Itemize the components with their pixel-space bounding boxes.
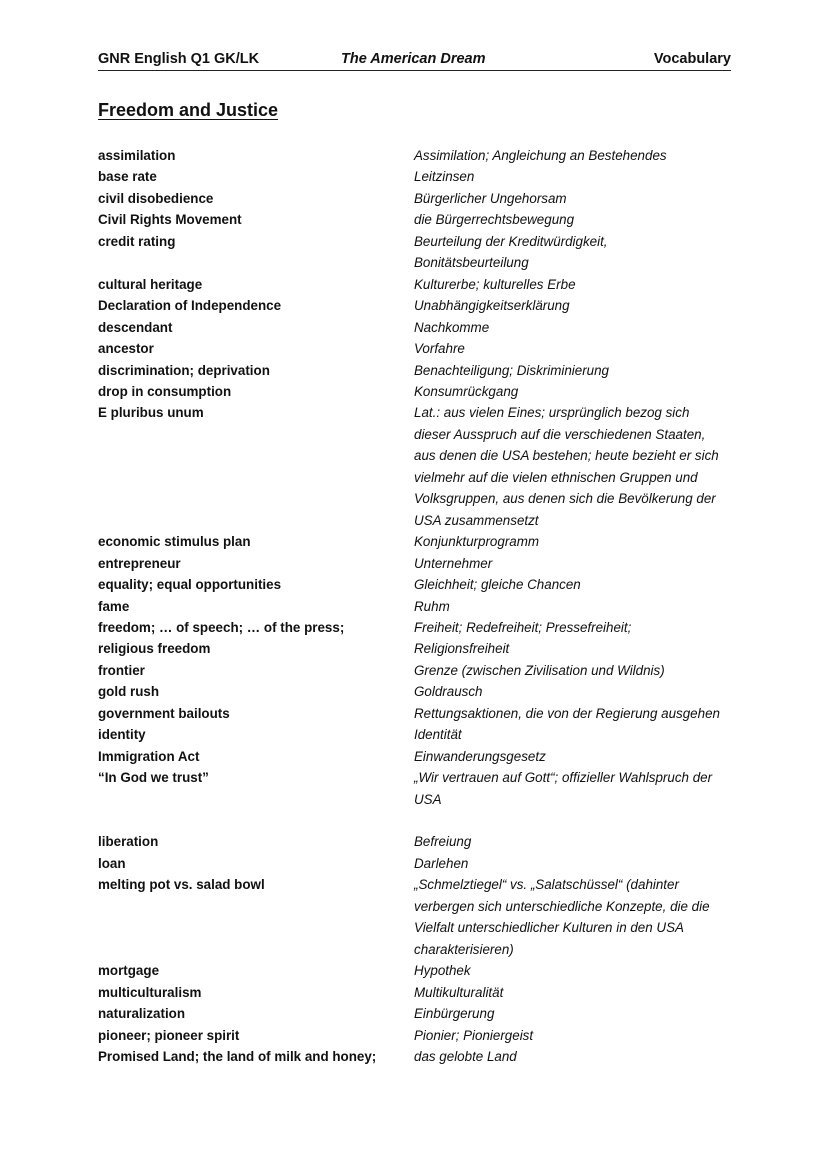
- vocab-term: “In God we trust”: [98, 770, 209, 786]
- vocab-translation: Konsumrückgang: [414, 383, 519, 399]
- vocab-term: gold rush: [98, 684, 159, 700]
- vocab-entry: [98, 1025, 738, 1046]
- vocab-entry: [98, 209, 738, 230]
- course-label: GNR English Q1 GK/LK: [98, 51, 260, 67]
- vocab-term: Immigration Act: [98, 748, 200, 764]
- vocab-entry: [98, 145, 738, 166]
- vocab-term: cultural heritage: [98, 276, 203, 292]
- vocab-entry: [98, 381, 738, 402]
- vocab-term: religious freedom: [98, 641, 211, 657]
- vocab-term: drop in consumption: [98, 383, 232, 399]
- vocab-term: Civil Rights Movement: [98, 212, 242, 228]
- vocab-entry: [98, 553, 738, 574]
- vocab-translation: Nachkomme: [414, 319, 490, 335]
- vocab-term: ancestor: [98, 341, 154, 357]
- vocab-term: assimilation: [98, 148, 176, 163]
- vocab-term: discrimination; deprivation: [98, 362, 270, 378]
- vocab-entry: [98, 317, 738, 338]
- vocab-term: identity: [98, 727, 146, 743]
- vocab-translation: Darlehen: [414, 855, 469, 871]
- vocab-term: freedom; … of speech; … of the press;: [98, 619, 345, 635]
- vocab-translation: Kulturerbe; kulturelles Erbe: [414, 276, 576, 292]
- vocab-entry: [98, 188, 738, 209]
- vocab-entry: [98, 746, 738, 767]
- vocab-term: E pluribus unum: [98, 405, 204, 421]
- vocab-translation: Vorfahre: [414, 341, 465, 357]
- vocab-translation: Befreiung: [414, 834, 472, 850]
- vocab-entry: [98, 274, 738, 295]
- vocab-entry: [98, 166, 738, 187]
- vocab-term: economic stimulus plan: [98, 534, 251, 550]
- vocab-term: melting pot vs. salad bowl: [98, 877, 265, 893]
- vocab-translation: das gelobte Land: [414, 1049, 517, 1065]
- document-type-label: Vocabulary: [653, 51, 731, 67]
- vocab-translation: Pionier; Pioniergeist: [414, 1027, 534, 1043]
- vocab-translation: Freiheit; Redefreiheit; Pressefreiheit;: [414, 619, 632, 635]
- vocab-entry: [98, 338, 738, 359]
- vocab-translation: die Bürgerrechtsbewegung: [414, 212, 575, 228]
- vocab-entry: [98, 596, 738, 617]
- vocab-entry: [98, 231, 738, 274]
- vocab-entry: [98, 360, 738, 381]
- vocab-term: naturalization: [98, 1006, 186, 1022]
- vocab-entry: [98, 982, 738, 1003]
- vocab-entry: [98, 617, 738, 638]
- vocab-entry: [98, 295, 738, 316]
- vocab-translation: Unabhängigkeitserklärung: [414, 298, 570, 314]
- vocab-term: liberation: [98, 834, 159, 850]
- vocab-term: entrepreneur: [98, 555, 181, 571]
- vocabulary-list: [98, 145, 738, 1067]
- vocab-entry: [98, 1046, 738, 1067]
- vocab-entry: [98, 402, 738, 531]
- vocab-translation: „Schmelztiegel“ vs. „Salatschüssel“ (dahinter verbergen sich unterschiedliche Konzepte, die die Vielfalt unterschiedlicher Kulturen in den USA charakterisieren): [414, 877, 710, 957]
- vocab-entry: [98, 531, 738, 552]
- vocab-entry: [98, 831, 738, 852]
- vocab-translation: Hypothek: [414, 963, 471, 979]
- vocab-term: government bailouts: [98, 705, 230, 721]
- vocab-translation: Lat.: aus vielen Eines; ursprünglich bezog sich dieser Ausspruch auf die verschiedenen Staaten, aus denen die USA bestehen; heute bezieht er sich vielmehr auf die vielen ethnischen Gruppen und Volksgruppen, aus denen sich die Bevölkerung der USA zusammensetzt: [414, 405, 719, 528]
- vocab-translation: Leitzinsen: [414, 169, 475, 185]
- vocab-entry: [98, 767, 738, 810]
- vocab-translation: Beurteilung der Kreditwürdigkeit, Bonitätsbeurteilung: [414, 233, 608, 271]
- vocab-translation: Religionsfreiheit: [414, 641, 510, 657]
- vocab-term: credit rating: [98, 233, 176, 249]
- vocab-entry: [98, 853, 738, 874]
- vocab-translation: Einwanderungsgesetz: [414, 748, 546, 764]
- vocab-term: frontier: [98, 662, 145, 678]
- vocab-entry: [98, 1003, 738, 1024]
- vocab-term: base rate: [98, 169, 157, 185]
- vocab-entry: [98, 960, 738, 981]
- vocab-term: loan: [98, 855, 126, 871]
- vocab-entry: [98, 874, 738, 960]
- vocab-translation: Multikulturalität: [414, 984, 504, 1000]
- vocab-translation: Grenze (zwischen Zivilisation und Wildnis): [414, 662, 665, 678]
- vocab-term: fame: [98, 598, 130, 614]
- vocab-term: multiculturalism: [98, 984, 202, 1000]
- vocab-term: pioneer; pioneer spirit: [98, 1027, 240, 1043]
- vocab-translation: „Wir vertrauen auf Gott“; offizieller Wahlspruch der USA: [414, 770, 713, 807]
- vocab-translation: Goldrausch: [414, 684, 483, 700]
- vocab-translation: Ruhm: [414, 598, 450, 614]
- vocab-term: equality; equal opportunities: [98, 577, 282, 593]
- vocab-entry: [98, 660, 738, 681]
- vocab-term: descendant: [98, 319, 173, 335]
- vocab-translation: Einbürgerung: [414, 1006, 495, 1022]
- page-header: [98, 50, 731, 71]
- vocab-translation: Benachteiligung; Diskriminierung: [414, 362, 610, 378]
- vocab-term: Declaration of Independence: [98, 298, 282, 314]
- vocab-translation: Gleichheit; gleiche Chancen: [414, 577, 581, 593]
- vocab-entry: [98, 574, 738, 595]
- vocab-translation: Identität: [414, 727, 462, 743]
- vocab-entry: [98, 638, 738, 659]
- vocab-entry: [98, 724, 738, 745]
- vocab-term: mortgage: [98, 963, 160, 979]
- vocab-term: civil disobedience: [98, 190, 214, 206]
- section-title: Freedom and Justice: [98, 100, 279, 120]
- vocab-entry: [98, 703, 738, 724]
- vocab-translation: Unternehmer: [414, 555, 493, 571]
- vocab-translation: Assimilation; Angleichung an Bestehendes: [414, 148, 667, 163]
- topic-title: The American Dream: [341, 51, 486, 67]
- vocab-term: Promised Land; the land of milk and honey;: [98, 1049, 377, 1065]
- vocab-translation: Bürgerlicher Ungehorsam: [414, 190, 567, 206]
- vocab-translation: Konjunkturprogramm: [414, 534, 540, 550]
- vocab-entry: [98, 681, 738, 702]
- vocab-translation: Rettungsaktionen, die von der Regierung ausgehen: [414, 705, 720, 721]
